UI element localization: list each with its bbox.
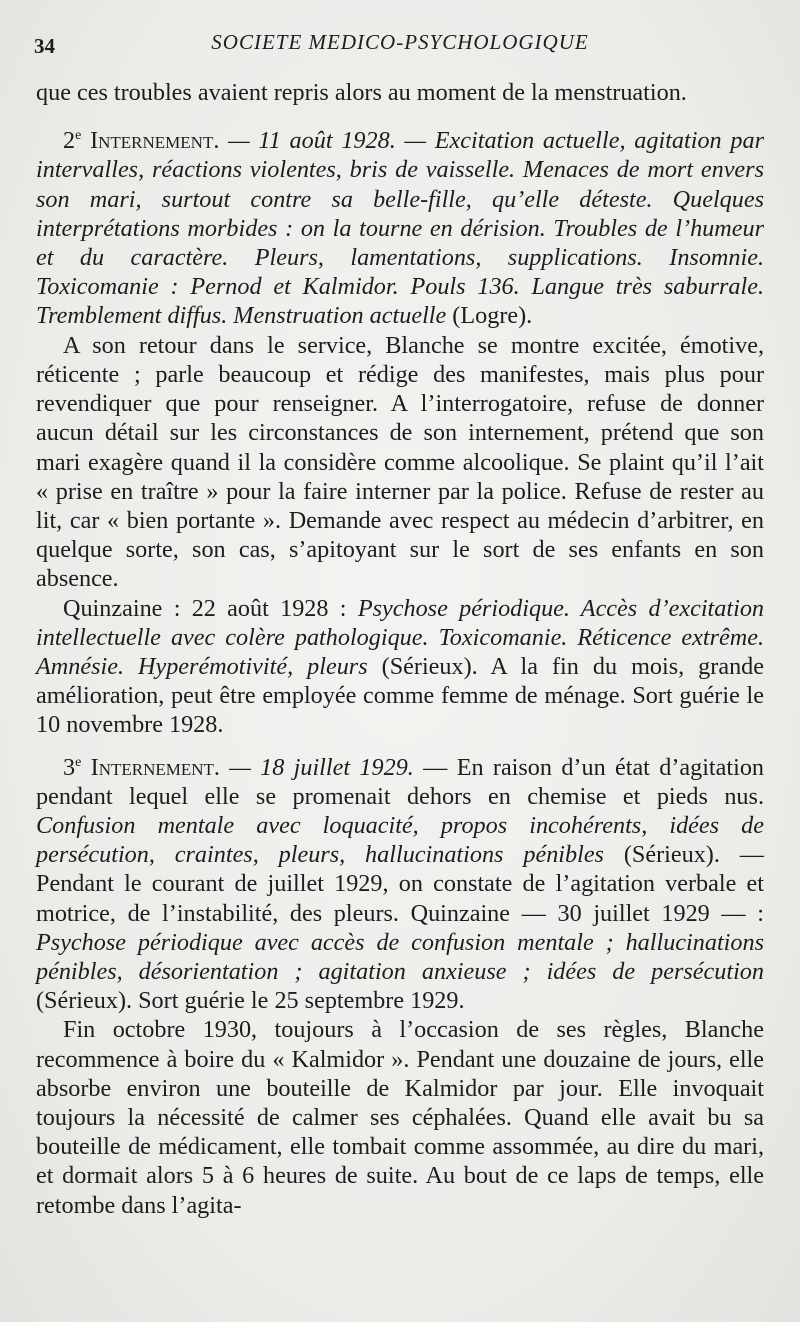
- body-text: [36, 78, 764, 1220]
- running-title: SOCIETE MEDICO-PSYCHOLOGIQUE: [211, 30, 589, 54]
- ordinal: 3: [63, 753, 76, 781]
- paragraph-quinzaine: [36, 594, 764, 740]
- ordinal-suffix: e: [75, 754, 82, 770]
- ordinal: 2: [63, 127, 76, 155]
- section-label: Internement.: [90, 753, 220, 781]
- paragraph-relapse: [36, 1015, 764, 1219]
- paragraph-text: (Sérieux). — Pendant le courant de juillet 1929, on constate de l’agitation verbale et motrice, de l’instabilité, des pleurs. Quinzaine — 30 juillet 1929 — :: [36, 841, 764, 927]
- attribution: (Logre).: [446, 302, 533, 330]
- paragraph-tail: (Sérieux). A la fin du mois, grande amélioration, peut être employée comme femme de ménage. Sort guérie le 10 novembre 1928.: [36, 652, 764, 739]
- paragraph-tail: (Sérieux). Sort guérie le 25 septembre 1929.: [36, 987, 465, 1015]
- page-number: 34: [34, 34, 55, 58]
- paragraph-text: que ces troubles avaient repris alors au moment de la menstruation.: [36, 79, 687, 106]
- section-date: — 11 août 1928. —: [219, 127, 435, 155]
- paragraph-return: [36, 331, 764, 594]
- paragraph-second-internment: [36, 121, 764, 330]
- paragraph-text: A son retour dans le service, Blanche se montre excitée, émotive, réticente ; parle beaucoup et rédige des manifestes, mais plus pour revendiquer que pour renseigner. A l’interrogatoire, refuse de donner aucun détail sur les circonstances de son internement, prétend que son mari exagère quand il la considère comme alcoolique. Se plaint qu’il l’ait « prise en traître » pour la faire interner par la police. Refuse de rester au lit, car « bien portante ». Demande avec respect au médecin d’arbitrer, en quelque sorte, son cas, s’apitoyant sur le sort de ses enfants en son absence.: [36, 331, 764, 593]
- clinical-notes: Excitation actuelle, agitation par intervalles, réactions violentes, bris de vaisselle. Menaces de mort envers son mari, surtout contre sa belle-fille, qu’elle déteste. Quelques interprétations morbides : on la tourne en dérision. Troubles de l’humeur et du caractère. Pleurs, lamentations, supplications. Insomnie. Toxicomanie : Pernod et Kalmidor. Pouls 136. Langue très saburrale. Tremblement diffus. Menstruation actuelle: [36, 127, 764, 330]
- section-label: Internement.: [90, 127, 220, 155]
- paragraph-text: — En raison d’un état d’agitation pendant lequel elle se promenait dehors en chemise et pieds nus.: [36, 753, 765, 810]
- quinzaine-lead: Quinzaine : 22 août 1928 :: [63, 594, 358, 622]
- paragraph-continuation: [36, 78, 764, 107]
- page-header: [34, 30, 766, 64]
- diagnosis: Psychose périodique. Accès d’excitation intellectuelle avec colère pathologique. Toxicomanie. Réticence extrême. Amnésie. Hyperémotivité, pleurs: [36, 594, 765, 680]
- clinical-notes: Confusion mentale avec loquacité, propos incohérents, idées de persécution, craintes, pleurs, hallucinations pénibles: [36, 812, 764, 869]
- section-date: — 18 juillet 1929.: [219, 753, 414, 781]
- ordinal-suffix: e: [75, 128, 82, 144]
- paragraph-third-internment: [36, 748, 764, 1016]
- paragraph-text: Fin octobre 1930, toujours à l’occasion de ses règles, Blanche recommence à boire du « Kalmidor ». Pendant une douzaine de jours, elle absorbe environ une bouteille de Kalmidor par jour. Elle invoquait toujours la nécessité de calmer ses céphalées. Quand elle avait bu sa bouteille de médicament, elle tombait comme assommée, au dire du mari, et dormait alors 5 à 6 heures de suite. Au bout de ce laps de temps, elle retombe dans l’agita-: [36, 1016, 764, 1219]
- diagnosis: Psychose périodique avec accès de confusion mentale ; hallucinations pénibles, désorientation ; agitation anxieuse ; idées de persécution: [36, 928, 764, 986]
